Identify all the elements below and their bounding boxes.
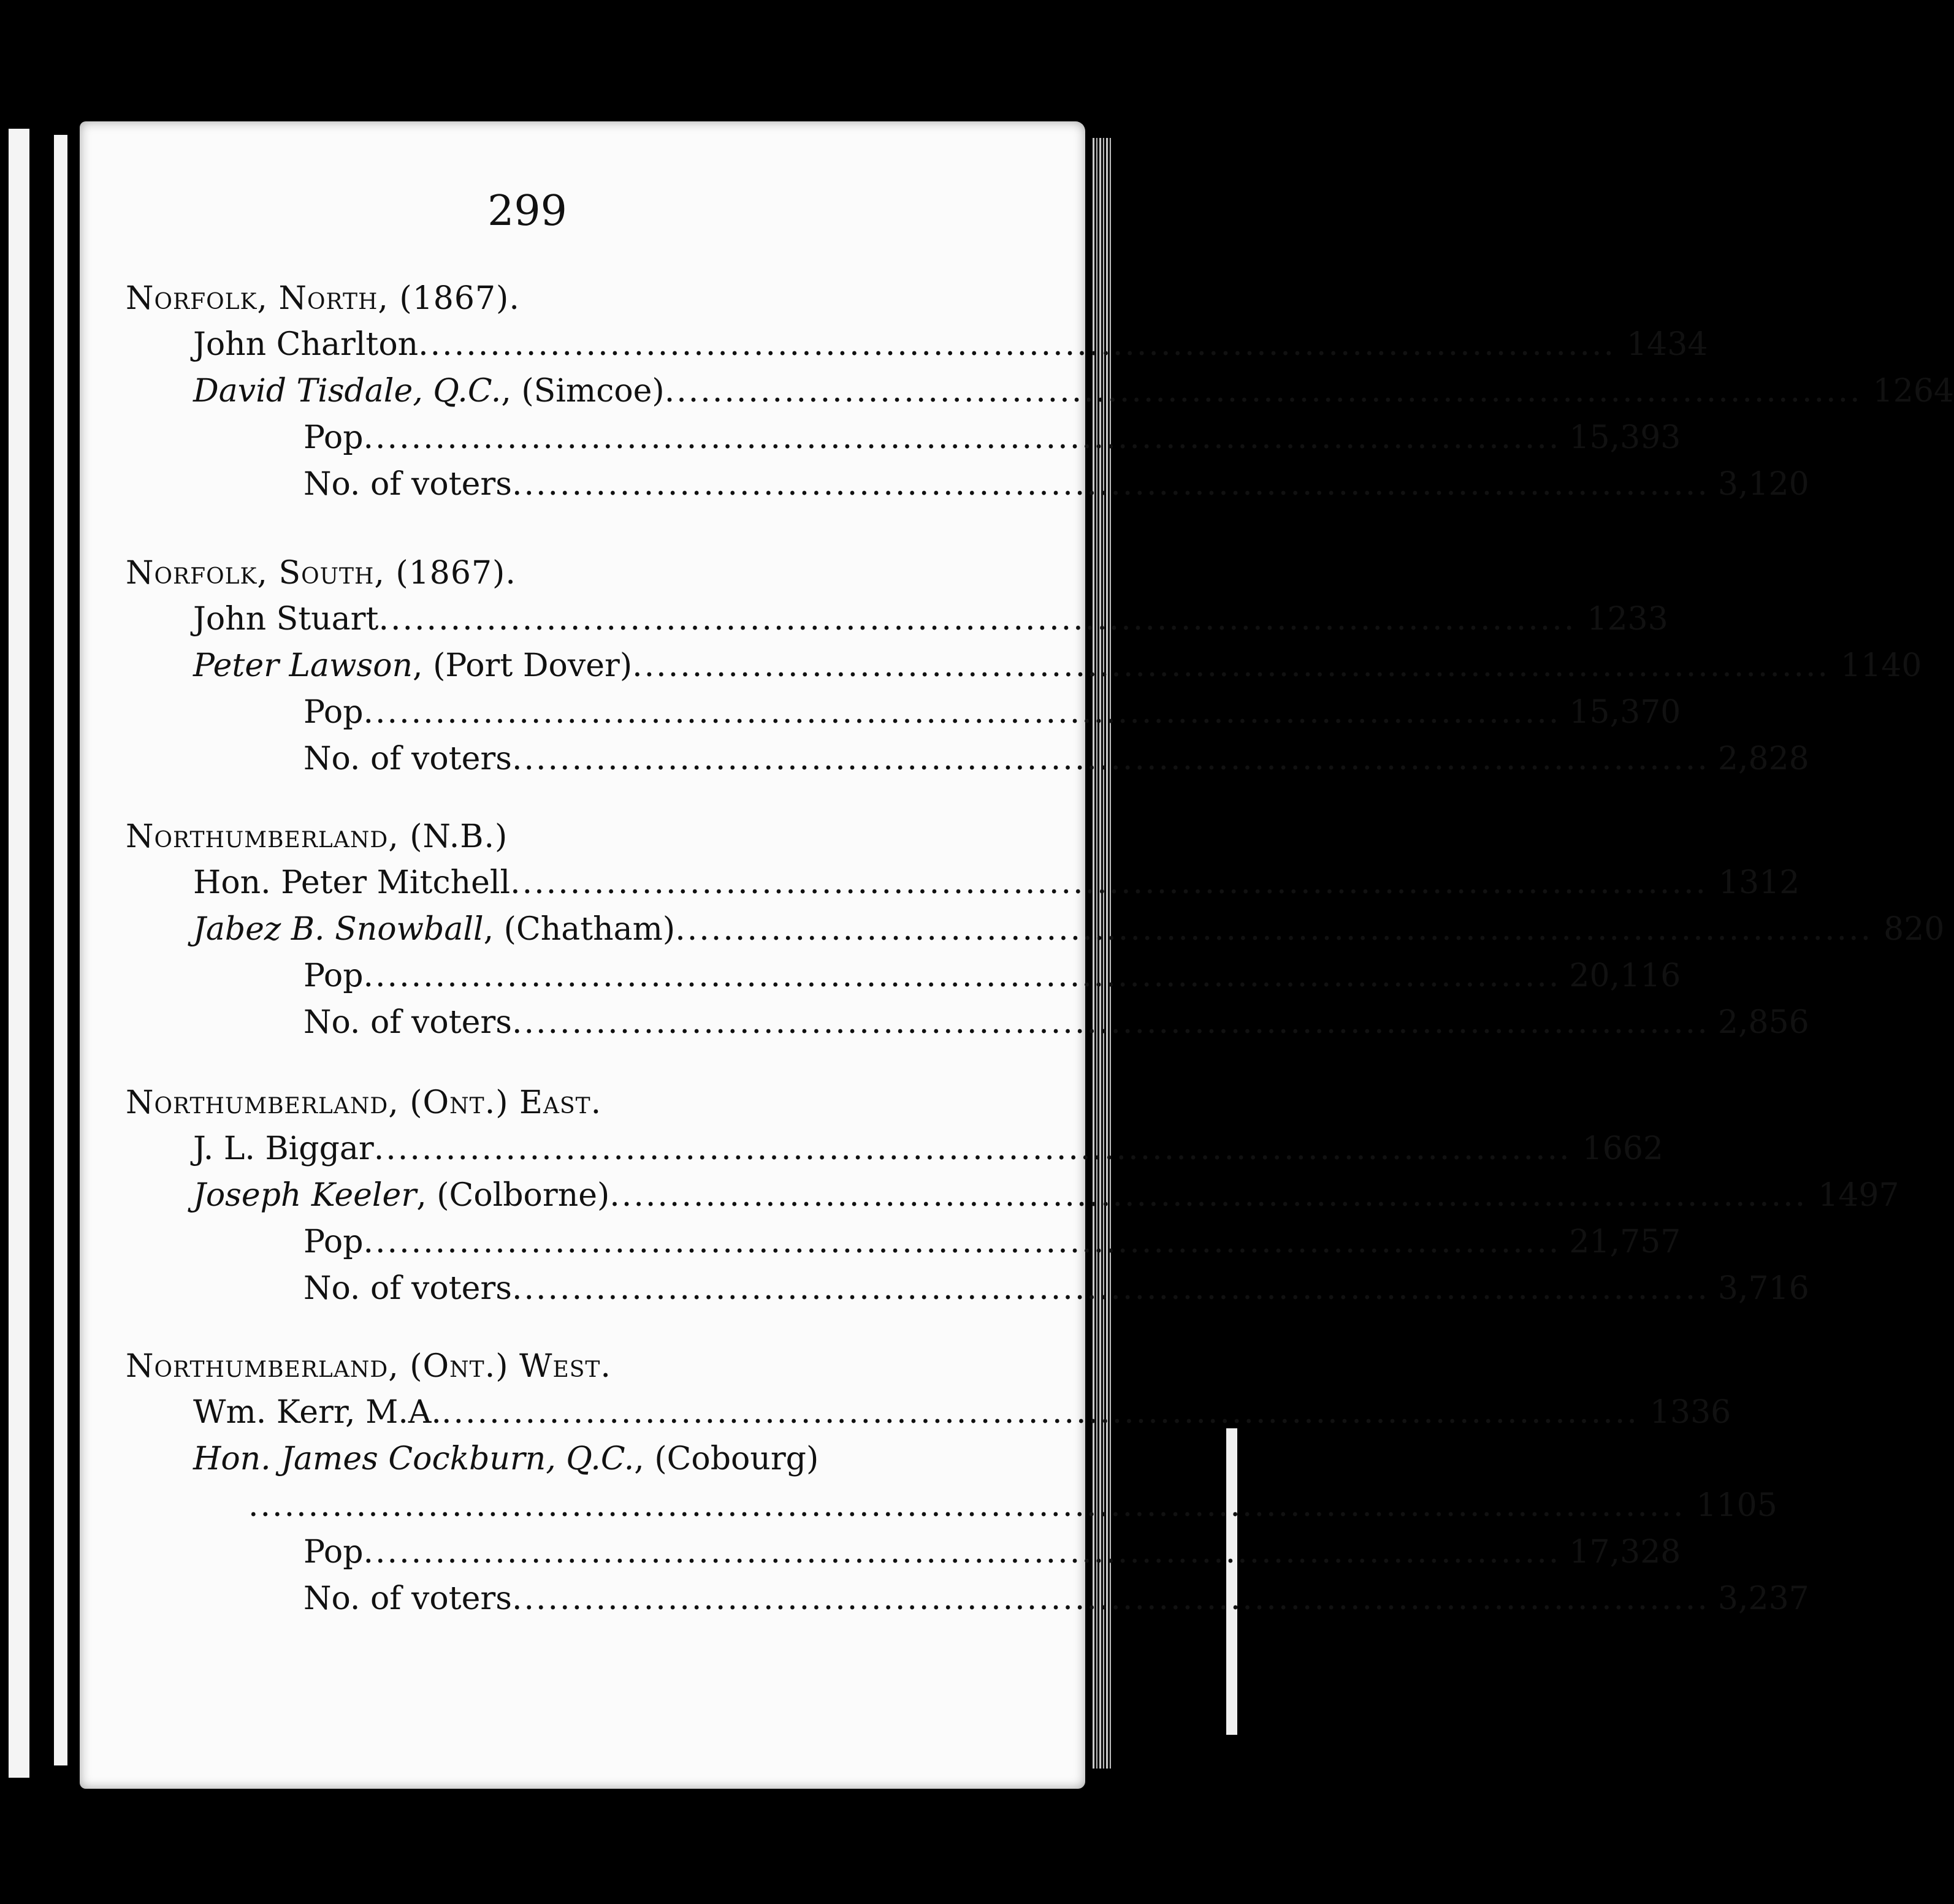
- constituency-heading: Northumberland, (Ont.) East.: [126, 1084, 602, 1121]
- population-label: Pop: [303, 419, 364, 456]
- candidate-row: [193, 906, 1945, 953]
- population-label: Pop: [303, 694, 364, 731]
- dot-leader: ....................................................................................................: [441, 1394, 1639, 1431]
- candidate-name: David Tisdale, Q.C., (Simcoe): [193, 373, 665, 409]
- voters-row: [303, 1265, 1809, 1312]
- population-value: 21,757: [1569, 1224, 1681, 1260]
- vote-count: 1105: [1696, 1487, 1777, 1524]
- constituency-heading: Norfolk, North, (1867).: [126, 280, 520, 317]
- voters-row: [303, 999, 1809, 1046]
- dot-leader: ....................................................................................................: [511, 1580, 1709, 1617]
- dot-leader: ....................................................................................................: [664, 373, 1862, 409]
- voters-label: No. of voters: [303, 1580, 512, 1617]
- voters-label: No. of voters: [303, 1004, 512, 1041]
- candidate-row: [193, 642, 1922, 689]
- dot-leader: ....................................................................................................: [418, 326, 1616, 363]
- vote-count: 1140: [1841, 647, 1922, 684]
- constituency-heading: Norfolk, South, (1867).: [126, 555, 516, 592]
- voters-label: No. of voters: [303, 741, 512, 777]
- candidate-name: John Stuart: [193, 601, 379, 638]
- population-label: Pop: [303, 958, 364, 994]
- candidate-row: [193, 1125, 1664, 1172]
- population-row: [303, 953, 1681, 999]
- book-spine-edge: [9, 129, 29, 1778]
- candidate-name: Peter Lawson, (Port Dover): [193, 647, 633, 684]
- population-value: 15,370: [1569, 694, 1681, 731]
- population-row: [303, 414, 1681, 461]
- candidate-name: J. L. Biggar: [193, 1130, 374, 1167]
- dot-leader: ....................................................................................................: [363, 694, 1561, 731]
- population-value: 15,393: [1569, 419, 1681, 456]
- candidate-name: Hon. Peter Mitchell: [193, 864, 511, 901]
- population-row: [303, 1529, 1681, 1575]
- vote-count: 1336: [1649, 1394, 1731, 1431]
- population-label: Pop: [303, 1534, 364, 1571]
- book-spine-edge-inner: [54, 135, 67, 1765]
- constituency-northumberland-ont-east: [126, 1080, 1899, 1312]
- vote-count: 1312: [1719, 864, 1800, 901]
- dot-leader: ....................................................................................................: [511, 466, 1709, 503]
- voters-value: 3,237: [1717, 1580, 1809, 1617]
- dot-leader: ....................................................................................................: [675, 911, 1873, 948]
- vote-count: 1662: [1582, 1130, 1664, 1167]
- candidate-name-wrapped: Hon. James Cockburn, Q.C., (Cobourg): [193, 1441, 819, 1477]
- constituency-norfolk-south: [126, 550, 1922, 782]
- population-row: [303, 689, 1681, 736]
- voters-value: 3,120: [1717, 466, 1809, 503]
- page-number: 299: [487, 187, 567, 235]
- dot-leader: ....................................................................................................: [378, 601, 1576, 638]
- dot-leader: ........................................................................................................................: [248, 1487, 1685, 1524]
- dot-leader: ....................................................................................................: [511, 741, 1709, 777]
- candidate-row: [193, 321, 1708, 368]
- population-label: Pop: [303, 1224, 364, 1260]
- voters-value: 2,828: [1717, 741, 1809, 777]
- dot-leader: ....................................................................................................: [632, 647, 1830, 684]
- constituency-northumberland-ont-west: [126, 1344, 1809, 1622]
- dot-leader: ....................................................................................................: [363, 419, 1561, 456]
- voters-row: [303, 461, 1809, 508]
- dot-leader: ....................................................................................................: [510, 864, 1708, 901]
- vote-count: 1233: [1587, 601, 1668, 638]
- vote-count: 1264: [1872, 373, 1954, 409]
- candidate-row: [193, 1389, 1731, 1436]
- candidate-row: [193, 596, 1668, 642]
- constituency-norfolk-north: [126, 276, 1954, 508]
- dot-leader: ....................................................................................................: [511, 1270, 1709, 1307]
- dot-leader: ....................................................................................................: [609, 1177, 1807, 1214]
- candidate-row: [193, 1172, 1899, 1219]
- vote-count: 1434: [1627, 326, 1708, 363]
- voters-row: [303, 736, 1809, 782]
- candidate-name: Joseph Keeler, (Colborne): [193, 1177, 610, 1214]
- population-value: 17,328: [1569, 1534, 1681, 1571]
- candidate-row: [193, 859, 1800, 906]
- voters-value: 2,856: [1717, 1004, 1809, 1041]
- candidate-name: John Charlton: [193, 326, 419, 363]
- constituency-heading: Northumberland, (N.B.): [126, 818, 508, 855]
- candidate-row: [193, 368, 1954, 414]
- population-value: 20,116: [1569, 958, 1681, 994]
- vote-count: 820: [1883, 911, 1945, 948]
- candidate-name: Wm. Kerr, M.A.: [193, 1394, 441, 1431]
- voters-label: No. of voters: [303, 1270, 512, 1307]
- dot-leader: ....................................................................................................: [363, 1534, 1561, 1571]
- voters-row: [303, 1575, 1809, 1622]
- constituency-heading: Northumberland, (Ont.) West.: [126, 1348, 611, 1385]
- dot-leader: ....................................................................................................: [363, 1224, 1561, 1260]
- dot-leader: ....................................................................................................: [511, 1004, 1709, 1041]
- vote-count: 1497: [1818, 1177, 1899, 1214]
- candidate-row-continuation: [248, 1482, 1777, 1529]
- constituency-northumberland-nb: [126, 814, 1945, 1046]
- candidate-name: Jabez B. Snowball, (Chatham): [193, 911, 676, 948]
- dot-leader: ....................................................................................................: [373, 1130, 1571, 1167]
- population-row: [303, 1219, 1681, 1265]
- voters-value: 3,716: [1717, 1270, 1809, 1307]
- dot-leader: ....................................................................................................: [363, 958, 1561, 994]
- voters-label: No. of voters: [303, 466, 512, 503]
